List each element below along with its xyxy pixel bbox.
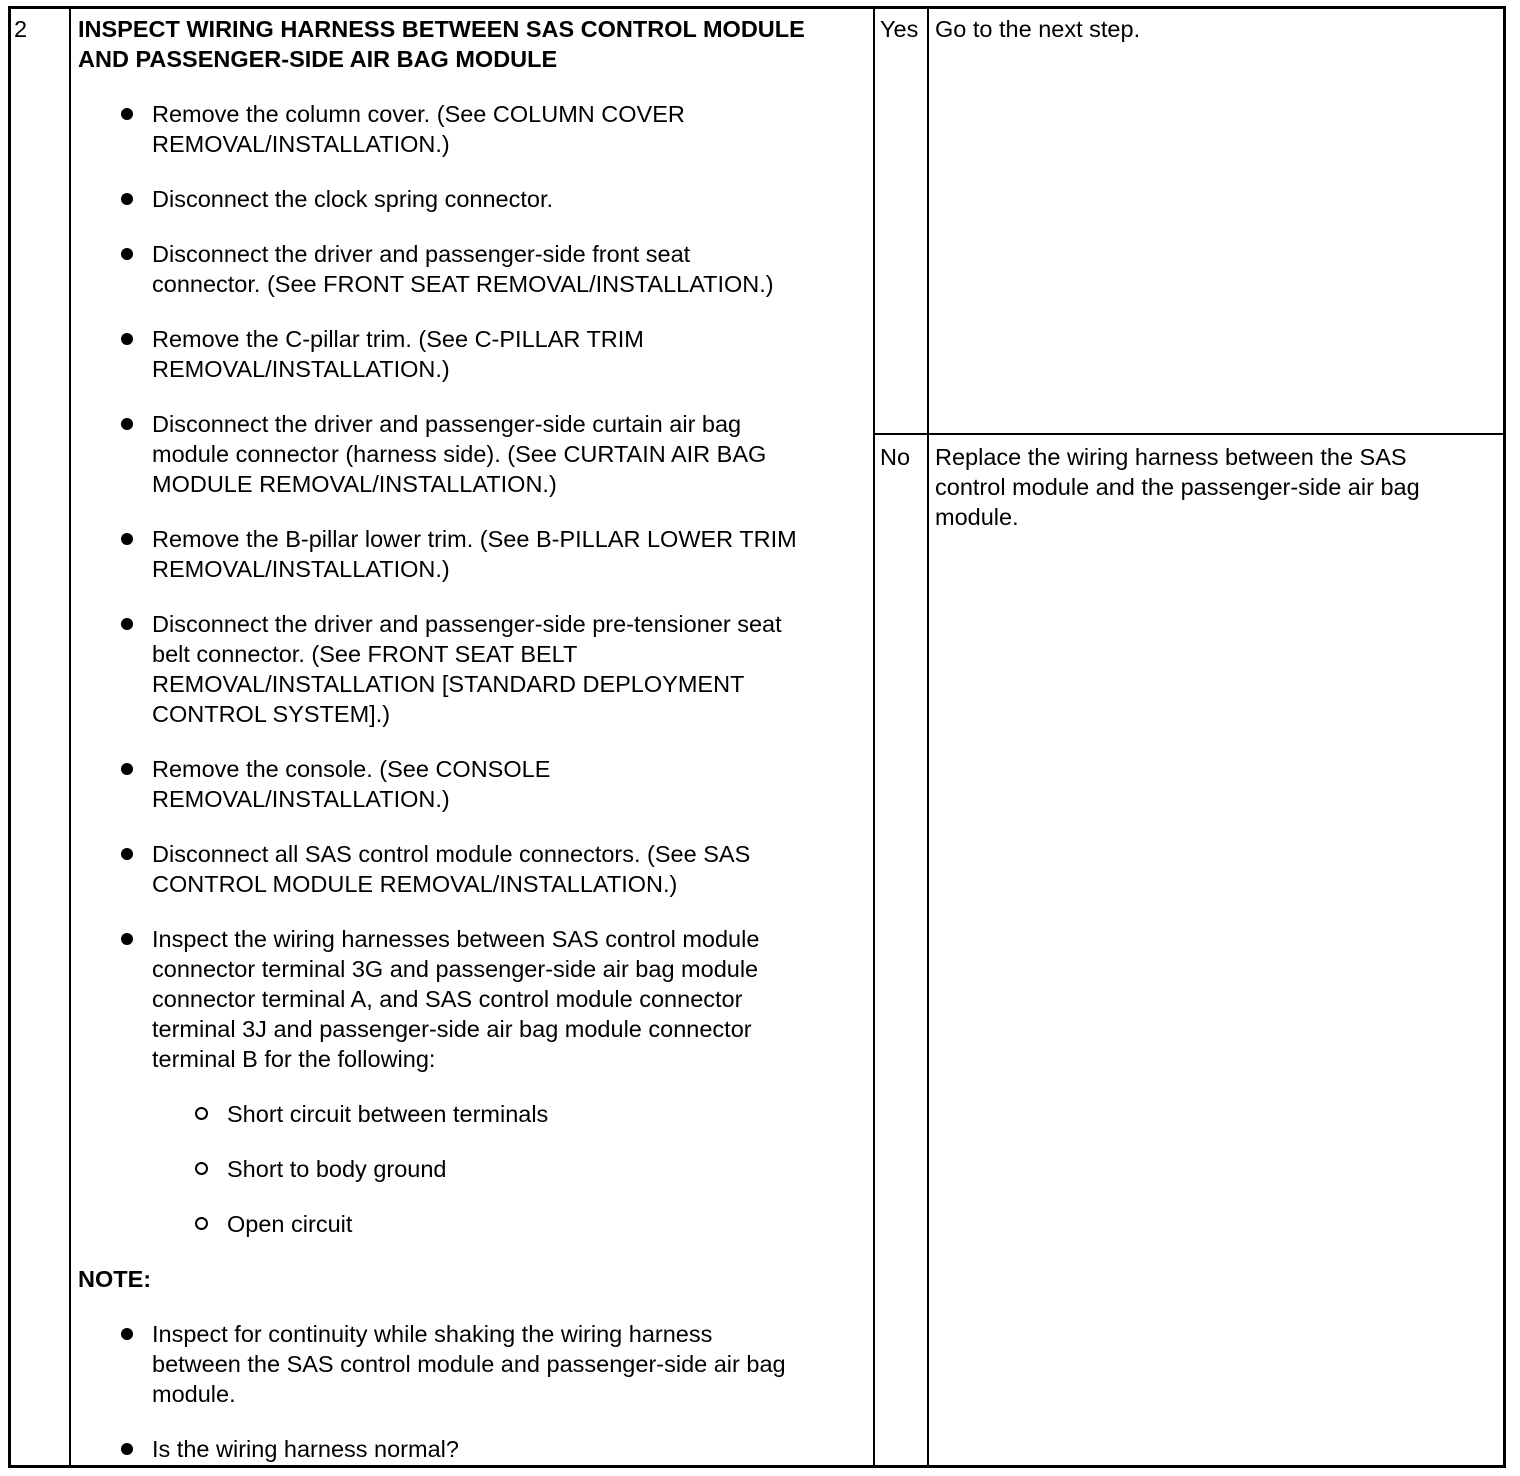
bullet-text-line: CONTROL SYSTEM].) bbox=[152, 701, 391, 727]
column-divider-step bbox=[69, 6, 71, 1468]
bullet-text-line: connector terminal A, and SAS control module connector bbox=[152, 986, 743, 1012]
bullet-text-line: REMOVAL/INSTALLATION.) bbox=[152, 786, 450, 812]
bullet-text-line: Disconnect the driver and passenger-side front seat bbox=[152, 241, 691, 267]
bullet-text-line: REMOVAL/INSTALLATION.) bbox=[152, 556, 450, 582]
bullet-text-line: MODULE REMOVAL/INSTALLATION.) bbox=[152, 471, 557, 497]
note-text-line: module. bbox=[152, 1381, 236, 1407]
column-divider-action bbox=[927, 6, 929, 1468]
bullet-text-line: Remove the column cover. (See COLUMN COVER bbox=[152, 101, 685, 127]
bullet-text-line: Disconnect the clock spring connector. bbox=[152, 186, 554, 212]
bullet-text-line: connector terminal 3G and passenger-side air bag module bbox=[152, 956, 759, 982]
step-heading-line-2: AND PASSENGER-SIDE AIR BAG MODULE bbox=[78, 46, 558, 72]
sub-bullet-icon bbox=[195, 1107, 208, 1120]
bullet-icon bbox=[121, 763, 133, 775]
result-no-action-line: module. bbox=[935, 504, 1019, 530]
bullet-text-line: REMOVAL/INSTALLATION.) bbox=[152, 131, 450, 157]
sub-bullet-text: Short circuit between terminals bbox=[227, 1101, 549, 1127]
bullet-text-line: REMOVAL/INSTALLATION [STANDARD DEPLOYMENT bbox=[152, 671, 745, 697]
sub-bullet-text: Short to body ground bbox=[227, 1156, 447, 1182]
bullet-icon bbox=[121, 1328, 133, 1340]
bullet-text-line: REMOVAL/INSTALLATION.) bbox=[152, 356, 450, 382]
step-heading-line-1: INSPECT WIRING HARNESS BETWEEN SAS CONTROL MODULE bbox=[78, 16, 805, 42]
step-number: 2 bbox=[14, 16, 28, 42]
bullet-icon bbox=[121, 418, 133, 430]
bullet-text-line: Disconnect all SAS control module connectors. (See SAS bbox=[152, 841, 751, 867]
bullet-icon bbox=[121, 848, 133, 860]
sub-bullet-text: Open circuit bbox=[227, 1211, 353, 1237]
bullet-icon bbox=[121, 193, 133, 205]
result-no-action-line: control module and the passenger-side air bag bbox=[935, 474, 1420, 500]
bullet-text-line: terminal B for the following: bbox=[152, 1046, 436, 1072]
note-label: NOTE: bbox=[78, 1266, 152, 1292]
bullet-text-line: belt connector. (See FRONT SEAT BELT bbox=[152, 641, 578, 667]
bullet-text-line: Disconnect the driver and passenger-side pre-tensioner seat bbox=[152, 611, 782, 637]
result-yes-action: Go to the next step. bbox=[935, 16, 1141, 42]
result-no-action-line: Replace the wiring harness between the SAS bbox=[935, 444, 1407, 470]
sub-bullet-icon bbox=[195, 1217, 208, 1230]
procedure-table bbox=[8, 6, 1506, 1468]
result-yes-label: Yes bbox=[880, 16, 919, 42]
bullet-icon bbox=[121, 618, 133, 630]
bullet-text-line: Disconnect the driver and passenger-side curtain air bag bbox=[152, 411, 742, 437]
question-text: Is the wiring harness normal? bbox=[152, 1436, 459, 1462]
sub-bullet-icon bbox=[195, 1162, 208, 1175]
bullet-text-line: module connector (harness side). (See CURTAIN AIR BAG bbox=[152, 441, 767, 467]
bullet-icon bbox=[121, 248, 133, 260]
note-text-line: Inspect for continuity while shaking the wiring harness bbox=[152, 1321, 713, 1347]
bullet-text-line: Inspect the wiring harnesses between SAS control module bbox=[152, 926, 760, 952]
bullet-text-line: connector. (See FRONT SEAT REMOVAL/INSTALLATION.) bbox=[152, 271, 774, 297]
bullet-text-line: Remove the C-pillar trim. (See C-PILLAR TRIM bbox=[152, 326, 644, 352]
bullet-text-line: CONTROL MODULE REMOVAL/INSTALLATION.) bbox=[152, 871, 678, 897]
result-no-label: No bbox=[880, 444, 911, 470]
bullet-text-line: terminal 3J and passenger-side air bag module connector bbox=[152, 1016, 752, 1042]
bullet-icon bbox=[121, 1443, 133, 1455]
bullet-icon bbox=[121, 533, 133, 545]
bullet-icon bbox=[121, 333, 133, 345]
bullet-icon bbox=[121, 933, 133, 945]
row-divider-yes-no bbox=[873, 433, 1506, 435]
note-text-line: between the SAS control module and passenger-side air bag bbox=[152, 1351, 786, 1377]
column-divider-result bbox=[873, 6, 875, 1468]
bullet-text-line: Remove the console. (See CONSOLE bbox=[152, 756, 551, 782]
bullet-icon bbox=[121, 108, 133, 120]
bullet-text-line: Remove the B-pillar lower trim. (See B-PILLAR LOWER TRIM bbox=[152, 526, 797, 552]
